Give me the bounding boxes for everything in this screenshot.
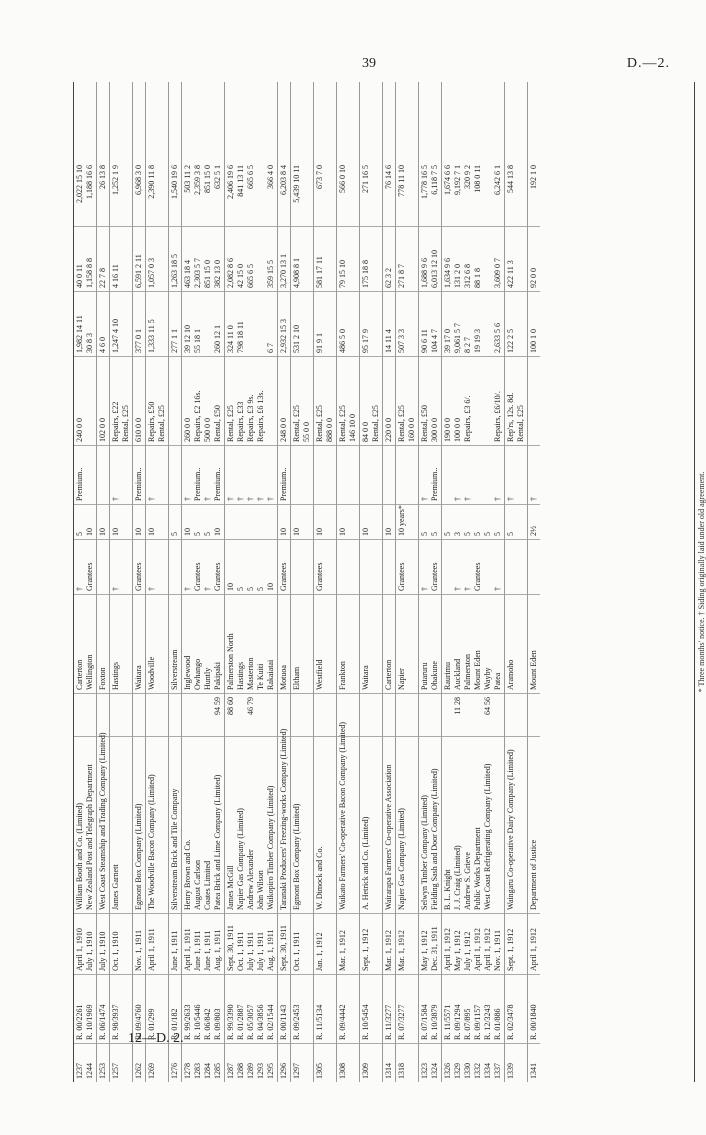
table-cell: Napier Gas Company (Limited)	[396, 736, 418, 913]
table-cell: 1323 1324	[419, 1043, 441, 1082]
table-cell: 76 14 6	[384, 165, 393, 189]
table-cell	[528, 356, 540, 445]
table-cell	[314, 445, 336, 504]
table-cell: 1297	[291, 1043, 313, 1082]
table-row	[419, 82, 442, 1082]
table-cell: R. 02/3478	[505, 974, 527, 1043]
table-cell: R. 09/4760	[133, 974, 145, 1043]
table-row	[110, 82, 133, 1082]
table-cell: 277 1 1	[169, 291, 181, 356]
table-cell: 5 10	[74, 504, 96, 539]
footer-code: 12—D. 2.	[128, 1031, 184, 1046]
table-cell: 100 1 0	[528, 291, 540, 356]
table-cell	[383, 539, 395, 594]
table-cell: R. 07/1584 R. 10/3879	[419, 974, 441, 1043]
table-cell: 1,252 1 9	[111, 165, 120, 195]
table-cell: Napier	[396, 594, 418, 693]
table-cell: R. 00/1143	[278, 974, 290, 1043]
table-row	[360, 82, 383, 1082]
table-cell: 22 7 8	[97, 226, 109, 291]
table-row	[291, 82, 314, 1082]
table-cell: Department of Justice	[528, 736, 540, 913]
table-cell	[337, 693, 359, 736]
table-cell	[419, 693, 441, 736]
table-cell	[360, 539, 382, 594]
table-cell: 94 59	[182, 693, 224, 736]
table-cell	[505, 693, 527, 736]
table-cell: April 1, 1911	[146, 913, 168, 974]
table-cell: Waikato Farmers' Co-operative Bacon Company (Limited)	[337, 736, 359, 913]
table-cell	[528, 539, 540, 594]
table-row	[133, 82, 146, 1082]
table-cell: 10	[133, 504, 145, 539]
table-cell: May 1, 1912 Dec. 31, 1911	[419, 913, 441, 974]
table-cell: Inglewood Owhango Huntly Pakipaki	[182, 594, 224, 693]
table-cell: 39 12 10 55 18 1 260 12 1	[182, 291, 224, 356]
table-cell: R. 11/5134	[314, 974, 336, 1043]
table-cell: Wairarapa Farmers' Co-operative Association	[383, 736, 395, 913]
table-cell: † † Grantees †	[442, 539, 504, 594]
table-cell: Repairs, £22 Rental, £25	[110, 356, 132, 445]
table-cell: 240 0 0	[74, 356, 96, 445]
table-cell: 581 17 11	[314, 226, 336, 291]
table-cell: 1257	[110, 1043, 132, 1082]
table-cell: † † †	[442, 445, 504, 504]
table-cell: West Coast Steamship and Trading Company (Limited)	[97, 736, 109, 913]
table-cell	[383, 693, 395, 736]
page-number: 39	[362, 56, 376, 71]
table-cell: †	[146, 445, 168, 504]
table-cell: Waitara	[133, 594, 145, 693]
table-row	[396, 82, 419, 1082]
table-cell: Westfield	[314, 594, 336, 693]
table-cell	[97, 539, 109, 594]
table-cell: Waingaru Co-operative Dairy Company (Limited)	[505, 736, 527, 913]
table-cell: Sept. 1, 1912	[505, 913, 527, 974]
table-cell: 271 16 5	[361, 165, 370, 193]
table-cell: 175 18 8	[360, 226, 382, 291]
table-cell: 1341	[528, 1043, 540, 1082]
table-cell: 1,688 9 6 6,013 12 10	[419, 226, 441, 291]
table-cell: 10 years*	[396, 504, 418, 539]
table-cell	[133, 693, 145, 736]
table-cell: Frankton	[337, 594, 359, 693]
table-cell	[169, 445, 181, 504]
table-cell: 1,540 19 6	[170, 165, 179, 199]
table-cell: 5 5	[419, 504, 441, 539]
table-cell: Rental, £25 Repairs, £33 Repairs, £3 9s. Repairs, £6 13s.	[225, 356, 277, 445]
table-cell	[110, 693, 132, 736]
table-cell: B. L. Knight J. J. Craig (Limited) Andrew S. Grieve Public Works Department West Coast Refrigerating Company (Limited)	[442, 736, 504, 913]
table-row	[225, 82, 278, 1082]
table-row	[314, 82, 337, 1082]
table-cell: 1,778 16 5 6,118 7 5	[420, 165, 439, 199]
table-cell: † Grantees	[74, 539, 96, 594]
table-cell: Nov. 1, 1911	[133, 913, 145, 974]
table-cell: 2,022 15 10 1,188 16 6	[75, 165, 94, 203]
table-row	[169, 82, 182, 1082]
table-cell	[97, 445, 109, 504]
table-cell: 10	[291, 504, 313, 539]
table-cell: Mar. 1, 1912	[383, 913, 395, 974]
table-cell: 1253	[97, 1043, 109, 1082]
table-row	[505, 82, 528, 1082]
table-cell: 1,634 9 6 131 2 0 312 6 8 88 1 8 3,609 0 7	[442, 226, 504, 291]
table-cell	[360, 445, 382, 504]
table-cell: 10 5 5 5 10	[225, 539, 277, 594]
table-cell: R. 09/2453	[291, 974, 313, 1043]
table-cell: 88 60 46 79	[225, 693, 277, 736]
table-cell: 324 11 0 798 18 11 6 7	[225, 291, 277, 356]
table-cell	[528, 693, 540, 736]
table-cell: 10 5 5 10	[182, 504, 224, 539]
table-footnotes: * Three months' notice. † Siding originally laid under old agreement.	[697, 471, 706, 693]
table-cell: 90 6 11 104 4 7	[419, 291, 441, 356]
table-cell	[146, 693, 168, 736]
table-cell: Jan. 1, 1912	[314, 913, 336, 974]
table-cell: 4 16 11	[110, 226, 132, 291]
rotated-table-region	[73, 82, 706, 1082]
table-cell: 463 18 4 2,303 5 7 851 15 0 382 13 0	[182, 226, 224, 291]
table-cell: 39 17 0 9,061 5 7 8 2 7 19 19 3 2,633 5 6	[442, 291, 504, 356]
table-cell: † † † † †	[225, 445, 277, 504]
table-cell: The Woodville Bacon Company (Limited)	[146, 736, 168, 913]
table-cell: R. 06/1474	[97, 974, 109, 1043]
table-cell: 5 3 5 5 5 5	[442, 504, 504, 539]
table-cell	[337, 539, 359, 594]
table-cell: 10	[97, 504, 109, 539]
table-cell: June 1, 1911	[169, 913, 181, 974]
table-cell: 673 7 0	[315, 165, 324, 189]
table-cell: Repairs, £50 Rental, £25	[146, 356, 168, 445]
table-cell: 1305	[314, 1043, 336, 1082]
table-cell: 2,390 11 8	[147, 165, 156, 199]
table-cell: April 1, 1912 May 1, 1912 July 1, 1912 April 1, 1912 April 1, 1912 Nov. 1, 1911	[442, 913, 504, 974]
table-cell: 14 11 4	[383, 291, 395, 356]
table-cell: 4 6 0	[97, 291, 109, 356]
table-cell: 10	[360, 504, 382, 539]
table-cell: 62 3 2	[383, 226, 395, 291]
sidings-table	[73, 82, 695, 1082]
table-cell: 507 3 3	[396, 291, 418, 356]
table-cell: Oct. 1, 1910	[110, 913, 132, 974]
table-cell: 1,057 0 3	[146, 226, 168, 291]
table-cell: R. 00/2261 R. 10/1969	[74, 974, 96, 1043]
table-cell: R. 10/5454	[360, 974, 382, 1043]
table-cell: Waitara	[360, 594, 382, 693]
table-cell: April 1, 1911 June 1, 1911 June 1, 1911 Aug. 1, 1911	[182, 913, 224, 974]
table-cell: R. 98/3937	[110, 974, 132, 1043]
table-cell: 1,247 4 10	[110, 291, 132, 356]
table-cell: 79 15 10	[337, 226, 359, 291]
table-cell: Sept. 30, 1911 Oct. 1, 1911 July 1, 1911 July 1, 1911 Aug. 1, 1911	[225, 913, 277, 974]
table-cell: Raurimu Auckland Palmerston Mount Eden Wayby Patea	[442, 594, 504, 693]
table-cell: †	[110, 445, 132, 504]
table-cell: Egmont Box Company (Limited)	[291, 736, 313, 913]
table-cell	[360, 693, 382, 736]
table-cell: 10	[314, 504, 336, 539]
table-cell: Egmont Box Company (Limited)	[133, 736, 145, 913]
table-cell: Motuoa	[278, 594, 290, 693]
table-cell: Grantees	[278, 539, 290, 594]
table-cell: 92 0 0	[528, 226, 540, 291]
table-cell: Carterton Wellington	[74, 594, 96, 693]
table-cell: Silverstream Brick and Tile Company	[169, 736, 181, 913]
table-cell: Silverstream	[169, 594, 181, 693]
table-cell: †	[110, 539, 132, 594]
table-cell: 248 0 0	[278, 356, 290, 445]
table-cell: Rental, £25 55 0 0	[291, 356, 313, 445]
table-cell: 486 5 0	[337, 291, 359, 356]
table-cell	[169, 539, 181, 594]
table-cell: 1308	[337, 1043, 359, 1082]
table-cell: 122 2 5	[505, 291, 527, 356]
table-cell: Premium..	[278, 445, 290, 504]
table-cell: 2,082 8 6 42 15 0 665 6 5 359 15 5	[225, 226, 277, 291]
table-cell: James McGill Napier Gas Company (Limited) Andrew Alexander John Wilson Waikopiro Timber Company (Limited)	[225, 736, 277, 913]
table-cell: Selwyn Timber Company (Limited) Fielding Sash and Door Company (Limited)	[419, 736, 441, 913]
table-cell: Foxton	[97, 594, 109, 693]
table-cell: 610 0 0	[133, 356, 145, 445]
table-cell: 26 13 8	[98, 165, 107, 189]
table-cell: 1314	[383, 1043, 395, 1082]
table-cell: Rental, £50 300 0 0	[419, 356, 441, 445]
table-cell: 5	[505, 504, 527, 539]
table-cell: 2½	[528, 504, 540, 539]
table-cell: 6,968 3 0	[134, 165, 143, 195]
table-cell: R. 09/4442	[337, 974, 359, 1043]
table-cell: † Premium.. † Premium..	[182, 445, 224, 504]
table-cell: 95 17 9	[360, 291, 382, 356]
table-row	[97, 82, 110, 1082]
table-cell: R. 99/2633 R. 10/5446 R. 06/842 R. 09/803	[182, 974, 224, 1043]
table-cell: Rental, £25 888 0 0	[314, 356, 336, 445]
table-cell: R. 07/3277	[396, 974, 418, 1043]
table-cell: 10	[110, 504, 132, 539]
table-cell: 778 11 10	[397, 165, 406, 197]
table-cell: 2,406 19 6 841 13 11 665 6 5 366 4 0	[226, 165, 275, 199]
table-cell: † Grantees	[419, 539, 441, 594]
table-row	[337, 82, 360, 1082]
table-cell: Taranaki Producers' Freezing-works Company (Limited)	[278, 736, 290, 913]
table-cell: Sept. 1, 1912	[360, 913, 382, 974]
table-cell: Woodville	[146, 594, 168, 693]
table-cell	[291, 445, 313, 504]
table-cell: R. 01/182	[169, 974, 181, 1043]
table-cell: 40 0 11 1,158 8 8	[74, 226, 96, 291]
table-row	[182, 82, 225, 1082]
table-cell: Premium..	[133, 445, 145, 504]
table-cell: 377 0 1	[133, 291, 145, 356]
table-cell: 1296	[278, 1043, 290, 1082]
table-cell: April 1, 1910 July 1, 1910	[74, 913, 96, 974]
table-cell: July 1, 1910	[97, 913, 109, 974]
table-cell: 84 0 0 Rental, £25	[360, 356, 382, 445]
table-cell: 503 11 2 2,359 3 8 851 15 0 632 5 1	[183, 165, 222, 195]
table-cell: 1,333 11 5	[146, 291, 168, 356]
table-cell	[225, 504, 277, 539]
table-cell: Mar. 1, 1912	[337, 913, 359, 974]
table-cell: 10	[383, 504, 395, 539]
table-cell	[396, 445, 418, 504]
table-cell: 544 13 8	[506, 165, 515, 193]
table-cell: 3,270 13 1	[278, 226, 290, 291]
table-cell: †	[528, 445, 540, 504]
table-cell: Grantees	[314, 539, 336, 594]
table-cell: Eltham	[291, 594, 313, 693]
table-cell	[337, 445, 359, 504]
table-cell	[396, 693, 418, 736]
table-cell: 91 9 1	[314, 291, 336, 356]
table-cell: 422 11 3	[505, 226, 527, 291]
table-cell: 531 2 10	[291, 291, 313, 356]
table-row	[383, 82, 396, 1082]
table-cell: † Premium..	[419, 445, 441, 504]
table-cell: † Grantees † Grantees	[182, 539, 224, 594]
table-cell: A. Hetrick and Co. (Limited)	[360, 736, 382, 913]
table-cell: 11 28 64 56	[442, 693, 504, 736]
table-cell	[383, 445, 395, 504]
table-cell: Aramoho	[505, 594, 527, 693]
table-cell: Rental, £25 146 10 0	[337, 356, 359, 445]
table-cell: Mar. 1, 1912	[396, 913, 418, 974]
table-cell: Rep'rs, 12s. 8d. Rental, £25	[505, 356, 527, 445]
table-cell: April 1, 1912	[528, 913, 540, 974]
table-cell: Mount Eden	[528, 594, 540, 693]
table-cell: †	[505, 445, 527, 504]
table-cell: 260 0 0 Repairs, £2 16s. 500 0 0 Rental, £50	[182, 356, 224, 445]
table-cell	[169, 693, 181, 736]
table-cell: 1,263 18 5	[169, 226, 181, 291]
table-cell: W. Dimock and Co.	[314, 736, 336, 913]
table-cell	[97, 693, 109, 736]
table-cell: 271 8 7	[396, 226, 418, 291]
table-row	[278, 82, 291, 1082]
table-cell: 192 1 0	[529, 165, 538, 189]
table-cell: 1,982 14 11 30 8 3	[74, 291, 96, 356]
table-cell: 566 0 10	[338, 165, 347, 193]
table-cell: Palmerston North Hastings Masterton Te Kuiti Rakaiatai	[225, 594, 277, 693]
table-cell: 102 0 0	[97, 356, 109, 445]
table-cell: 1,674 6 6 9,192 7 1 320 9 2 108 0 11 6,242 6 1	[443, 165, 502, 195]
table-cell: 5	[169, 504, 181, 539]
table-row	[146, 82, 169, 1082]
table-cell: 5,439 10 11	[292, 165, 301, 203]
table-cell: 220 0 0	[383, 356, 395, 445]
table-cell: Hastings	[110, 594, 132, 693]
table-cell: William Booth and Co. (Limited) New Zealand Post and Telegraph Department	[74, 736, 96, 913]
table-cell: 1309	[360, 1043, 382, 1082]
table-cell: 1339	[505, 1043, 527, 1082]
table-cell: 10	[146, 504, 168, 539]
table-cell: R. 11/5571 R. 09/1294 R. 07/895 R. 09/1157 R. 12/3243 R. 01/886	[442, 974, 504, 1043]
table-cell	[291, 693, 313, 736]
document-code: D.—2.	[626, 56, 670, 71]
table-cell: Grantees	[396, 539, 418, 594]
table-cell: James Garnett	[110, 736, 132, 913]
table-cell: 10	[278, 504, 290, 539]
table-cell	[291, 539, 313, 594]
table-cell	[74, 693, 96, 736]
table-cell: 1237 1244	[74, 1043, 96, 1082]
table-cell: 190 0 0 100 0 0 Repairs, £3 6/. Repairs, £6/10/.	[442, 356, 504, 445]
table-cell	[505, 539, 527, 594]
table-cell: Oct. 1, 1911	[291, 913, 313, 974]
table-cell	[169, 356, 181, 445]
table-row	[74, 82, 97, 1082]
table-cell: Premium..	[74, 445, 96, 504]
table-cell: Grantees	[133, 539, 145, 594]
table-cell: 1326 1329 1330 1332 1334 1337	[442, 1043, 504, 1082]
table-cell: R. 01/299	[146, 974, 168, 1043]
table-cell: Putaruru Ohakune	[419, 594, 441, 693]
table-cell: 10	[337, 504, 359, 539]
table-cell: 4,908 8 1	[291, 226, 313, 291]
table-cell: Rental, £25 160 0 0	[396, 356, 418, 445]
table-row	[528, 82, 540, 1082]
table-cell: 6,203 8 4	[279, 165, 288, 195]
table-cell	[314, 693, 336, 736]
table-row	[442, 82, 505, 1082]
table-cell: 1269	[146, 1043, 168, 1082]
table-cell: R. 00/1840	[528, 974, 540, 1043]
table-cell: Henry Brown and Co. August Carlson Coates Limited Patea Brick and Lime Company (Limited)	[182, 736, 224, 913]
table-cell: 1278 1283 1284 1285	[182, 1043, 224, 1082]
table-cell: 1262	[133, 1043, 145, 1082]
table-cell	[278, 693, 290, 736]
table-cell: Carterton	[383, 594, 395, 693]
table-cell: R. 11/3277	[383, 974, 395, 1043]
table-cell: Sept. 30, 1911	[278, 913, 290, 974]
table-cell: 1318	[396, 1043, 418, 1082]
table-cell: †	[146, 539, 168, 594]
table-cell: 1276	[169, 1043, 181, 1082]
table-cell: 1287 1288 1289 1293 1295	[225, 1043, 277, 1082]
table-cell: 2,932 15 3	[278, 291, 290, 356]
table-cell: R. 99/3390 R. 01/2887 R. 05/3057 R. 04/3856 R. 02/1544	[225, 974, 277, 1043]
table-cell: 6,591 2 11	[133, 226, 145, 291]
